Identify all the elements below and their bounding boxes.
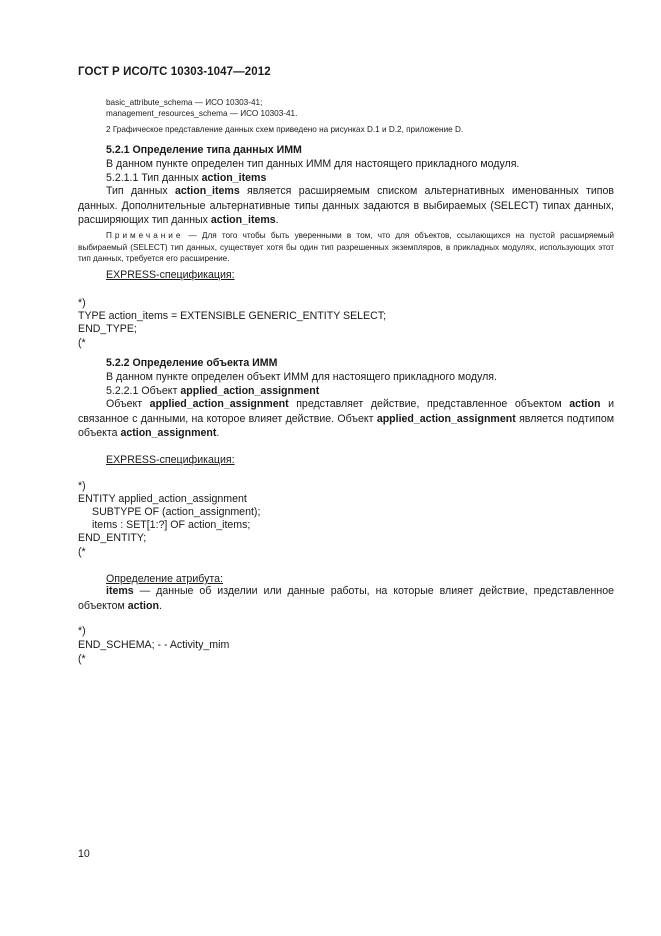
note-text: — Для того чтобы быть уверенными в том, что для объектов, ссылающихся на пустой расширяемый выбираемый (SELECT) тип данных, существует хотя бы один тип разрешенных экземпляров, в прикладных модулях, использующих этот тип данных, требуется его расширение. <box>78 231 614 263</box>
code-line: *) <box>78 297 86 309</box>
subsection-number: 5.2.1.1 Тип данных <box>106 172 202 184</box>
note-2: 2 Графическое представление данных схем приведено на рисунках D.1 и D.2, приложение D. <box>106 125 464 134</box>
note-label: Примечание <box>106 231 184 240</box>
code-line: TYPE action_items = EXTENSIBLE GENERIC_ENTITY SELECT; <box>78 310 387 322</box>
applied-action-assignment-description: Объект applied_action_assignment представляет действие, представленное объектом action и связанное с данными, на которое влияет действие. Объект applied_action_assignment является подтипом объекта action_assignment. <box>78 398 614 439</box>
subsection-number: 5.2.2.1 Объект <box>106 385 181 397</box>
express-label-1: EXPRESS-спецификация: <box>106 269 235 281</box>
section-5-2-1-heading: 5.2.1 Определение типа данных ИММ <box>106 144 302 156</box>
note-paragraph <box>78 230 614 265</box>
code-line: ENTITY applied_action_assignment <box>78 493 247 505</box>
document-header: ГОСТ Р ИСО/ТС 10303-1047—2012 <box>78 66 271 78</box>
code-line: *) <box>78 480 86 492</box>
code-line: (* <box>78 653 86 665</box>
schema-ref-1: basic_attribute_schema — ИСО 10303-41; <box>106 98 263 107</box>
type-name: action_items <box>201 172 267 184</box>
subsection-5-2-2-1-heading <box>106 384 319 398</box>
entity-name: applied_action_assignment <box>180 385 320 397</box>
subsection-5-2-1-1-heading <box>106 171 266 185</box>
code-line: END_ENTITY; <box>78 532 147 544</box>
page-number: 10 <box>78 848 90 860</box>
action-items-description: Тип данных action_items является расширяемым списком альтернативных именованных типов данных. Дополнительные альтернативные типы данных задаются в выбираемых (SELECT) типах данных, расширяющих тип данных action_items. <box>78 185 614 226</box>
code-line: *) <box>78 625 86 637</box>
section-5-2-2-heading: 5.2.2 Определение объекта ИММ <box>106 357 278 369</box>
schema-ref-2: management_resources_schema — ИСО 10303-41. <box>106 109 298 118</box>
code-line: items : SET[1:?] OF action_items; <box>92 519 251 531</box>
attribute-items-description: items — данные об изделии или данные работы, на которые влияет действие, представленное объектом action. <box>78 585 614 612</box>
code-line: (* <box>78 337 86 349</box>
code-line: (* <box>78 546 86 558</box>
code-line: END_SCHEMA; - - Activity_mim <box>78 639 230 651</box>
attribute-definition-label: Определение атрибута: <box>106 573 223 585</box>
code-line: SUBTYPE OF (action_assignment); <box>92 506 261 518</box>
express-label-2: EXPRESS-спецификация: <box>106 454 235 466</box>
section-5-2-2-intro: В данном пункте определен объект ИММ для настоящего прикладного модуля. <box>106 371 497 383</box>
code-line: END_TYPE; <box>78 323 137 335</box>
section-5-2-1-intro: В данном пункте определен тип данных ИММ для настоящего прикладного модуля. <box>106 158 520 170</box>
